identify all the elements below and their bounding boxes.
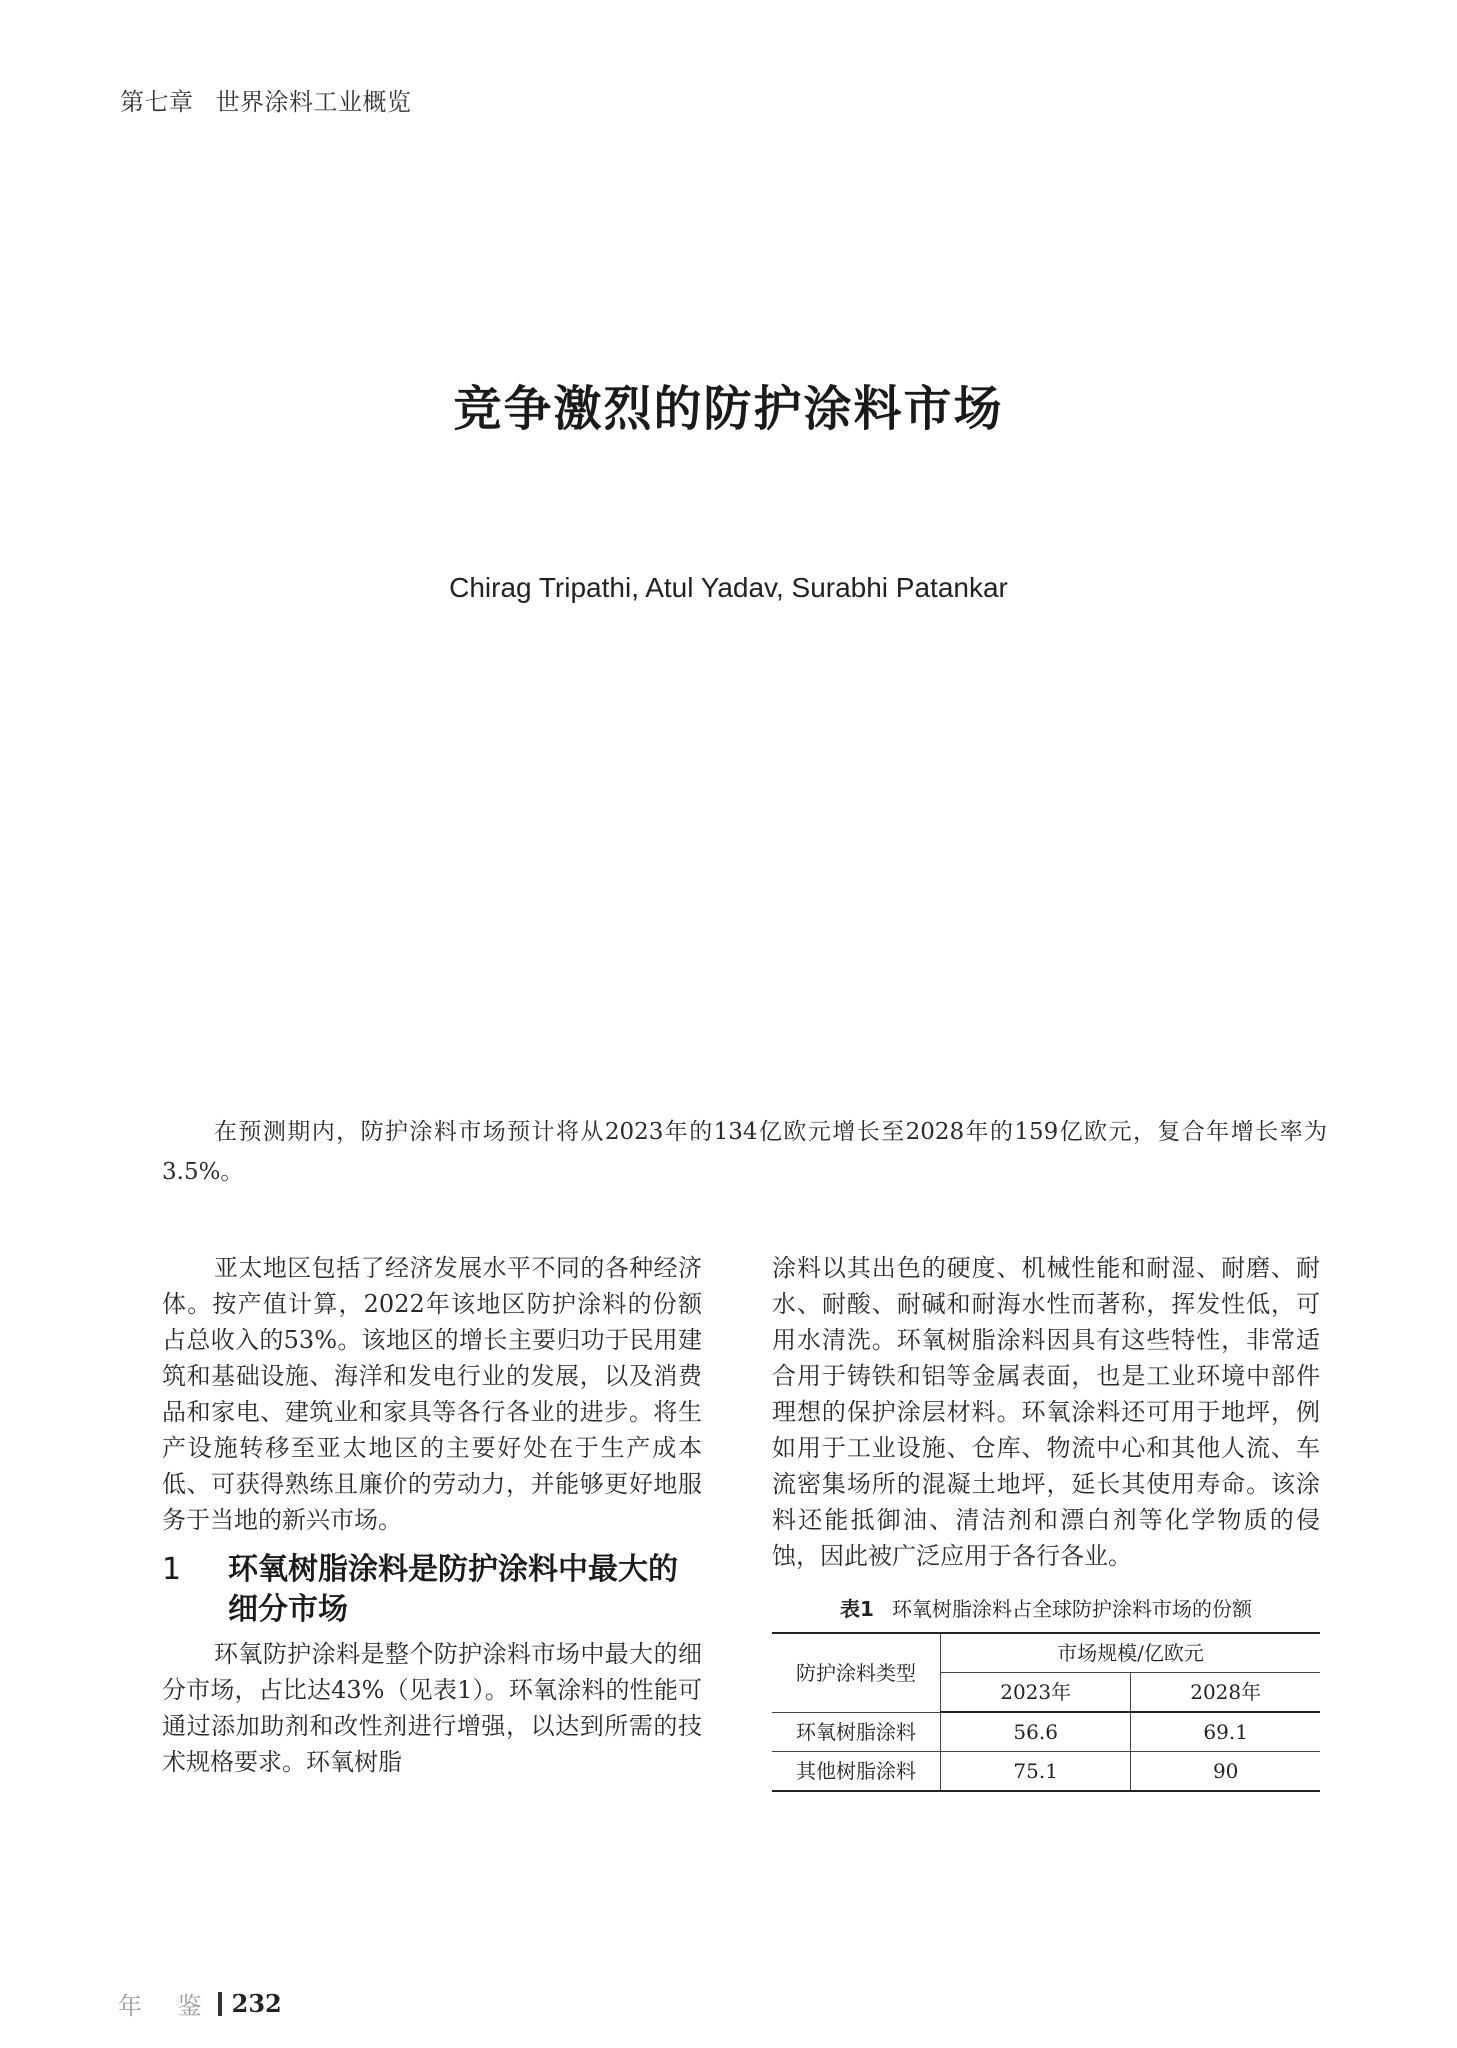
footer-label: 年 鉴 [118, 1992, 216, 2020]
page-footer [118, 1986, 282, 2021]
article-authors: Chirag Tripathi, Atul Yadav, Surabhi Patankar [449, 572, 1008, 603]
row-value-2028: 69.1 [1131, 1712, 1320, 1752]
section-title: 环氧树脂涂料是防护涂料中最大的细分市场 [228, 1552, 678, 1627]
chapter-label: 第七章 [120, 88, 194, 116]
header-year-2028: 2028年 [1131, 1673, 1320, 1713]
header-year-2023: 2023年 [941, 1673, 1131, 1713]
paragraph-epoxy: 环氧防护涂料是整个防护涂料市场中最大的细分市场，占比达43%（见表1）。环氧涂料的性能可通过添加助剂和改性剂进行增强，以达到所需的技术规格要求。环氧树脂 [162, 1640, 702, 1776]
paragraph-asia-pacific: 亚太地区包括了经济发展水平不同的各种经济体。按产值计算，2022年该地区防护涂料的份额占总收入的53%。该地区的增长主要归功于民用建筑和基础设施、海洋和发电行业的发展，以及消费品和家电、建筑业和家具等各行各业的进步。将生产设施转移至亚太地区的主要好处在于生产成本低、可获得熟练且廉价的劳动力，并能够更好地服务于当地的新兴市场。 [162, 1254, 702, 1534]
running-header [120, 82, 412, 117]
chapter-title: 世界涂料工业概览 [215, 88, 412, 116]
row-value-2023: 56.6 [941, 1712, 1131, 1752]
section-number: 1 [162, 1552, 182, 1587]
table-row [772, 1752, 1320, 1792]
section-heading-1 [162, 1550, 702, 1630]
left-column [162, 1250, 702, 1780]
paragraph-epoxy-continued: 涂料以其出色的硬度、机械性能和耐湿、耐磨、耐水、耐酸、耐碱和耐海水性而著称，挥发性低，可用水清洗。环氧树脂涂料因具有这些特性，非常适合用于铸铁和铝等金属表面，也是工业环境中部件理想的保护涂层材料。环氧涂料还可用于地坪，例如用于工业设施、仓库、物流中心和其他人流、车流密集场所的混凝土地坪，延长其使用寿命。该涂料还能抵御油、清洁剂和漂白剂等化学物质的侵蚀，因此被广泛应用于各行各业。 [772, 1254, 1320, 1570]
table-caption-number: 表1 [840, 1597, 874, 1621]
header-market-size: 市场规模/亿欧元 [941, 1633, 1321, 1673]
table-caption [772, 1594, 1320, 1624]
row-value-2023: 75.1 [941, 1752, 1131, 1792]
header-coating-type: 防护涂料类型 [772, 1633, 941, 1712]
table-caption-text: 环氧树脂涂料占全球防护涂料市场的份额 [891, 1597, 1252, 1621]
page-number: 232 [231, 1989, 282, 2018]
right-column [772, 1250, 1320, 1792]
lead-paragraph: 在预测期内，防护涂料市场预计将从2023年的134亿欧元增长至2028年的159亿欧元，复合年增长率为3.5%。 [162, 1119, 1327, 1185]
market-share-table [772, 1632, 1320, 1792]
row-type: 其他树脂涂料 [772, 1752, 941, 1792]
article-title: 竞争激烈的防护涂料市场 [453, 381, 1004, 437]
table-row [772, 1712, 1320, 1752]
row-type: 环氧树脂涂料 [772, 1712, 941, 1752]
row-value-2028: 90 [1131, 1752, 1320, 1792]
footer-divider [218, 1992, 222, 2016]
